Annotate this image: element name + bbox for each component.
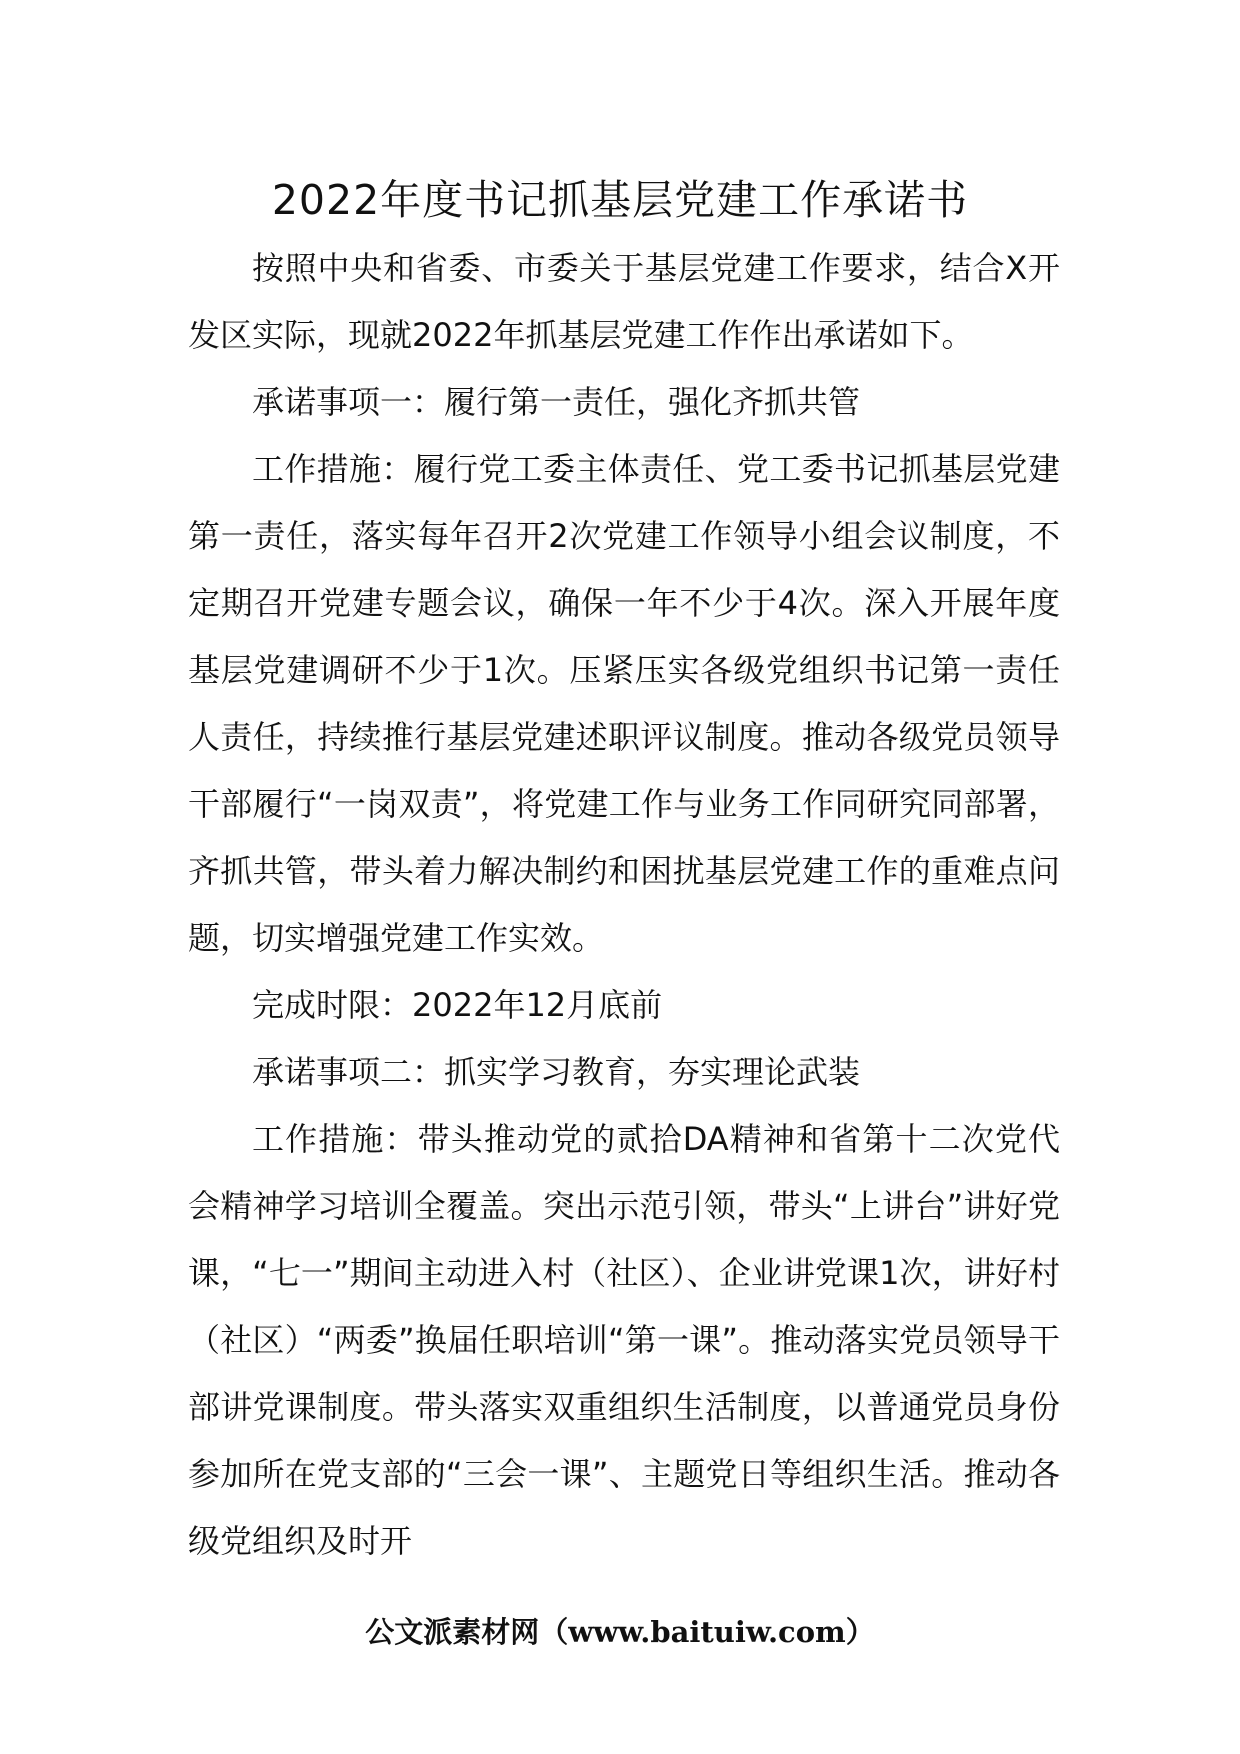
deadline-paragraph-1: 完成时限：2022年12月底前: [252, 986, 663, 1024]
measures-paragraph-2: 工作措施：带头推动党的贰拾DA精神和省第十二次党代会精神学习培训全覆盖。突出示范引领，带头“上讲台”讲好党课，“七一”期间主动进入村（社区）、企业讲党课1次，讲好村（社区）“两委”换届任职培训“第一课”。推动落实党员领导干部讲党课制度。带头落实双重组织生活制度，以普通党员身份参加所在党支部的“三会一课”、主题党日等组织生活。推动各级党组织及时开: [188, 1120, 1060, 1560]
footer-watermark: 公文派素材网（www.baituiw.com）: [365, 1615, 875, 1649]
document-body: [188, 235, 1060, 1575]
document-title: 2022年度书记抓基层党建工作承诺书: [271, 176, 969, 224]
measures-paragraph-1: 工作措施：履行党工委主体责任、党工委书记抓基层党建第一责任，落实每年召开2次党建工作领导小组会议制度，不定期召开党建专题会议，确保一年不少于4次。深入开展年度基层党建调研不少于1次。压紧压实各级党组织书记第一责任人责任，持续推行基层党建述职评议制度。推动各级党员领导干部履行“一岗双责”，将党建工作与业务工作同研究同部署，齐抓共管，带头着力解决制约和困扰基层党建工作的重难点问题，切实增强党建工作实效。: [188, 450, 1060, 957]
commitment-heading-2: 承诺事项二：抓实学习教育，夯实理论武装: [252, 1053, 861, 1091]
commitment-heading-1: 承诺事项一：履行第一责任，强化齐抓共管: [252, 383, 861, 421]
intro-paragraph: 按照中央和省委、市委关于基层党建工作要求，结合X开发区实际，现就2022年抓基层党建工作作出承诺如下。: [188, 249, 1060, 354]
